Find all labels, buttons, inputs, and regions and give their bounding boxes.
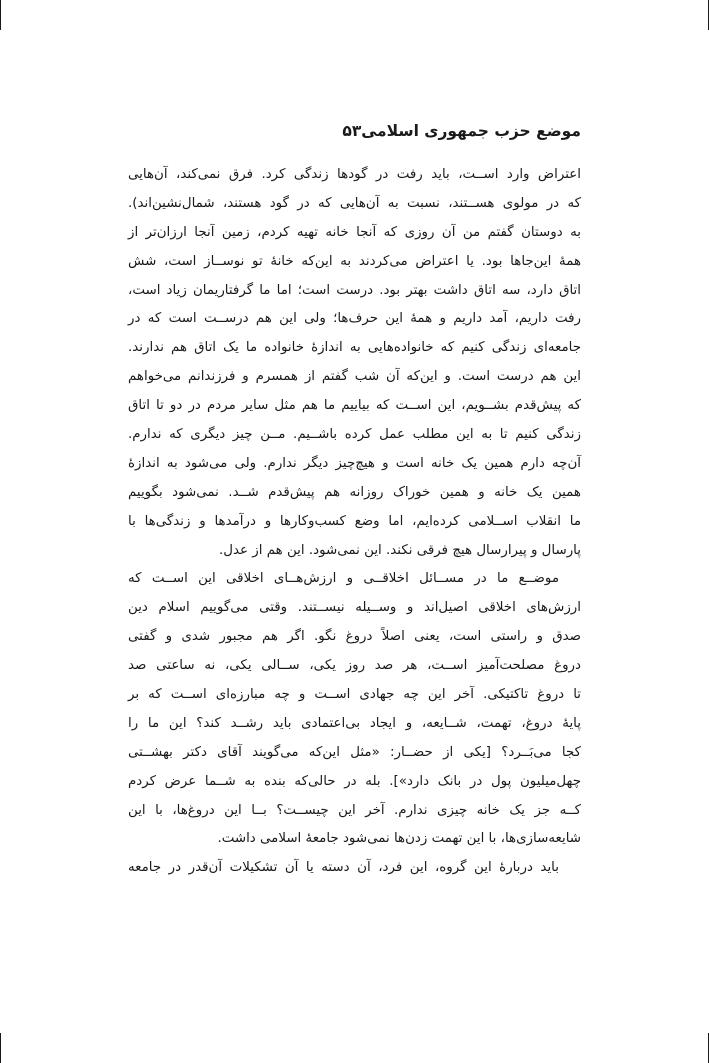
running-head-title: موضع حزب جمهوری اسلامی [361, 122, 581, 140]
text-line: پایهٔ دروغ، تهمت، شــایعه، و ایجاد بی‌اعتمادی باید رشــد کند؟ این ما را [128, 715, 581, 731]
book-page [128, 122, 581, 883]
text-line: کجا می‌بَــرد؟ [یکی از حضــار: «مثل این‌که می‌گویند آقای دکتر بهشــتی [128, 744, 581, 760]
text-line: که پیش‌قدم بشــویم، این اســت که بیاییم ما هم مثل سایر مردم در دو تا اتاق [128, 398, 581, 414]
text-line: شایعه‌سازی‌ها، با این تهمت زدن‌ها نمی‌شود جامعهٔ اسلامی داشت. [217, 831, 581, 847]
text-line: زندگی کنیم تا به این مطلب عمل کرده باشــیم. مــن چیز دیگری که ندارم. [128, 427, 581, 443]
body-text [128, 161, 581, 883]
text-line: ارزش‌های اخلاقی اصیل‌اند و وســیله نیســتند. وقتی می‌گوییم اسلام دین [128, 600, 581, 616]
text-line: این هم درست است. و این‌که آن شب گفتم از همسرم و فرزندانم می‌خواهم [128, 369, 581, 385]
text-line: جامعه‌ای زندگی کنیم که خانواده‌هایی به اندازهٔ خانواده ما یک اتاق هم ندارند. [128, 340, 581, 356]
text-line: به دوستان گفتم من آن روزی که آنجا خانه تهیه کردم، زمین آنجا ارزان‌تر از [128, 224, 581, 240]
text-line: همهٔ این‌جاها بود. یا اعتراض می‌کردند به این‌که خانهٔ تو نوســاز است، شش [128, 253, 581, 269]
text-line: رفت داریم، آمد داریم و همهٔ این حرف‌ها؛ ولی این هم درســت است که در [128, 311, 581, 327]
text-line: کــه جز یک خانه چیزی ندارم. آخر این چیســت؟ بــا این دروغ‌ها، با این [128, 802, 581, 818]
text-line: دروغ مصلحت‌آمیز اســت، هر صد روز یکی، ســالی یکی، نه ساعتی صد [128, 658, 581, 674]
text-line: اتاق دارد، سه اتاق داشت بهتر بود. درست است؛ اما ما گرفتاریمان زیاد است، [128, 282, 581, 298]
text-line: باید دربارهٔ این گروه، این فرد، آن دسته یا آن تشکیلات آن‌قدر در جامعه [128, 860, 559, 876]
text-line: تا دروغ تاکتیکی. آخر این چه جهادی اســت و چه مبارزه‌ای اســت که بر [128, 687, 581, 703]
crop-mark-bottom-left [0, 1033, 1, 1063]
text-line: آن‌چه دارم همین یک خانه است و هیچ‌چیز دیگر ندارم. ولی می‌شود به اندازهٔ [128, 455, 581, 471]
text-line: صدق و راستی است، یعنی اصلاً دروغ نگو. اگر هم مجبور شدی و گفتی [128, 629, 581, 645]
text-line: که در مولوی هســتند، نسبت به آن‌هایی که در گود هستند، شمال‌نشین‌اند). [128, 195, 581, 211]
text-line: چهل‌میلیون پول در بانک دارد»]. بله در حالی‌که بنده به شــما عرض کردم [128, 773, 581, 789]
crop-mark-top-left [0, 0, 1, 30]
page-number: ۵۳ [342, 122, 362, 140]
text-line: ما انقلاب اســلامی کرده‌ایم، اما وضع کسب‌وکارها و درآمدها و زندگی‌ها با [128, 513, 581, 529]
text-line: اعتراض وارد اســت، باید رفت در گودها زندگی کرد. فرق نمی‌کند، آن‌هایی [128, 167, 581, 182]
running-head [128, 122, 581, 146]
text-line: موضــع ما در مســائل اخلاقــی و ارزش‌هــای اخلاقی این اســت که [128, 571, 559, 587]
text-line: پارسال و پیرارسال هیچ فرقی نکند. این نمی‌شود. این هم از عدل. [219, 542, 581, 558]
text-line: همین یک خانه و همین خوراک روزانه هم پیش‌قدم شــد. نمی‌شود بگوییم [128, 484, 581, 500]
